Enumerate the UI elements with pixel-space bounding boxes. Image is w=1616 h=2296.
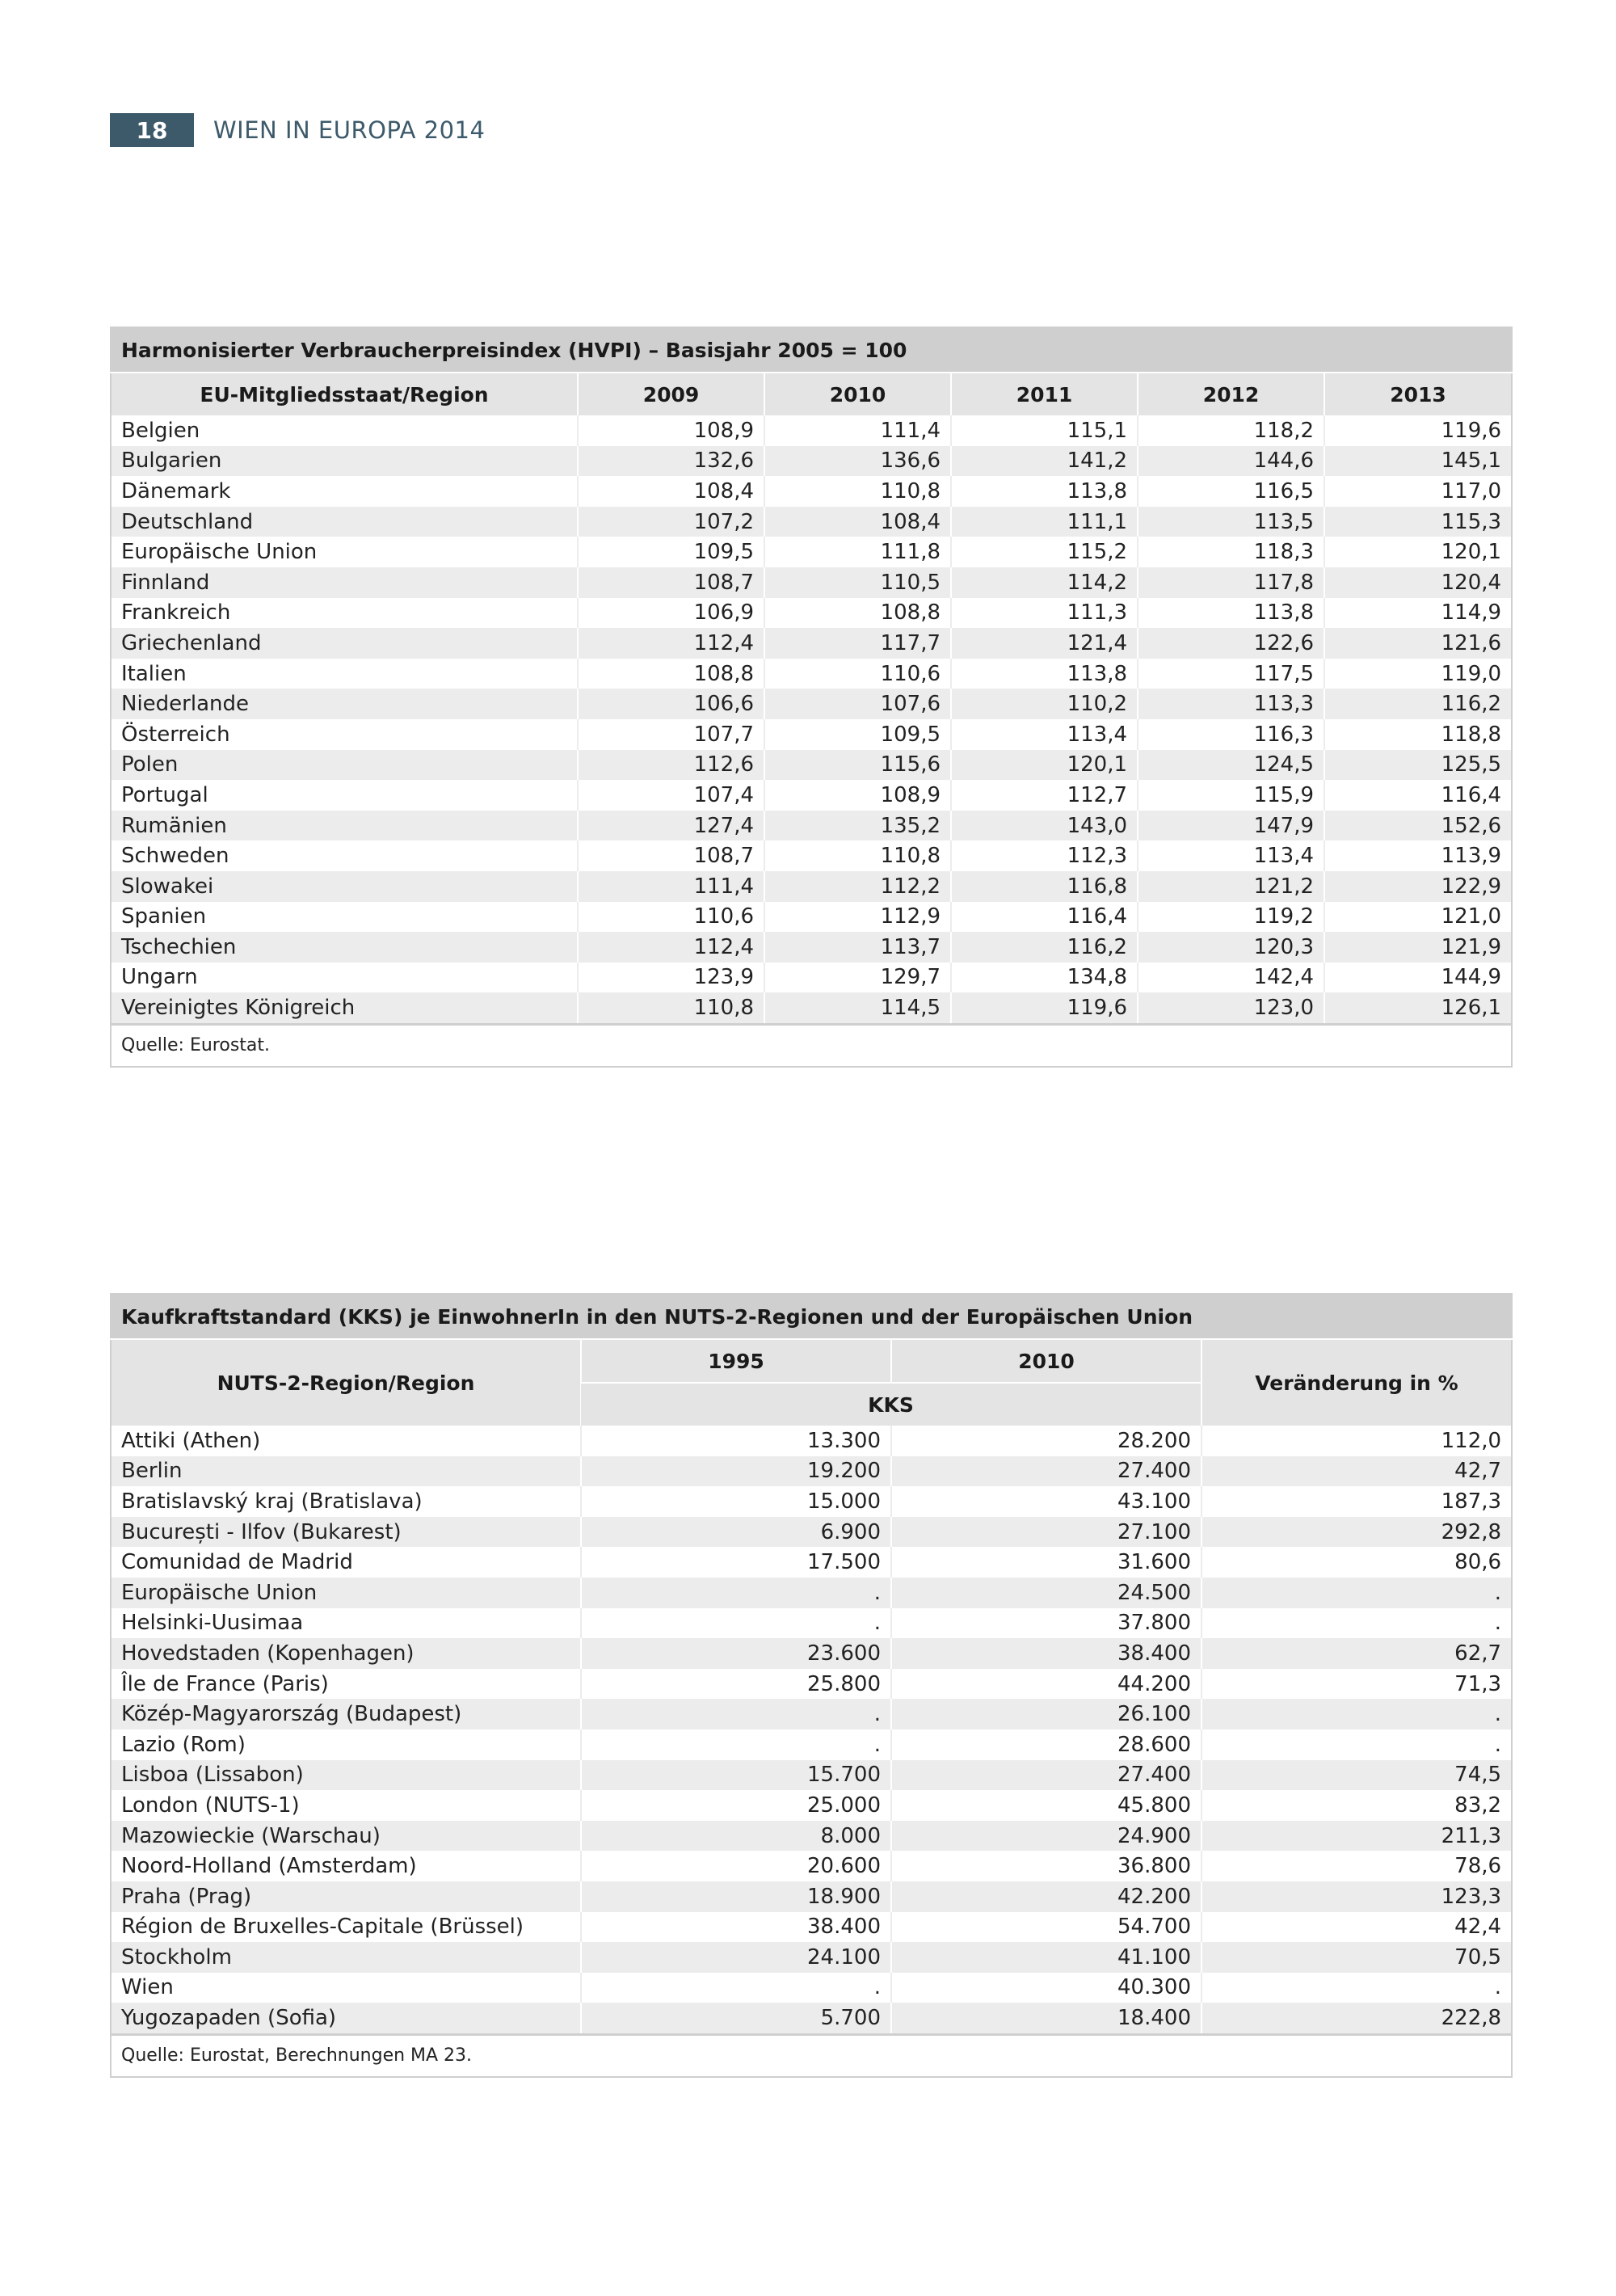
table-cell: 113,7 bbox=[764, 932, 951, 963]
table-cell: 108,8 bbox=[578, 659, 764, 689]
table-cell: 13.300 bbox=[581, 1426, 891, 1456]
table-cell: 119,2 bbox=[1138, 902, 1324, 933]
table-row bbox=[111, 1881, 1512, 1912]
table-cell: 110,2 bbox=[951, 689, 1138, 719]
row-label: București - Ilfov (Bukarest) bbox=[111, 1517, 581, 1548]
table-row bbox=[111, 446, 1512, 477]
table-cell: 37.800 bbox=[891, 1608, 1201, 1639]
table-cell: 119,6 bbox=[951, 992, 1138, 1024]
kks-header-row bbox=[111, 1339, 1512, 1383]
table-cell: 117,8 bbox=[1138, 567, 1324, 598]
table-row bbox=[111, 1821, 1512, 1852]
table-cell: 127,4 bbox=[578, 811, 764, 841]
table-cell: 112,4 bbox=[578, 628, 764, 659]
table-cell: 112,0 bbox=[1201, 1426, 1512, 1456]
row-label: Portugal bbox=[111, 780, 578, 811]
table-cell: 107,2 bbox=[578, 507, 764, 537]
table-cell: 43.100 bbox=[891, 1486, 1201, 1517]
table-cell: 62,7 bbox=[1201, 1638, 1512, 1669]
table-cell: . bbox=[1201, 1729, 1512, 1760]
table-row bbox=[111, 537, 1512, 567]
table-cell: 15.000 bbox=[581, 1486, 891, 1517]
table-cell: . bbox=[1201, 1973, 1512, 2003]
table-cell: 125,5 bbox=[1324, 750, 1512, 781]
table-cell: 118,2 bbox=[1138, 415, 1324, 446]
row-label: Niederlande bbox=[111, 689, 578, 719]
table-cell: 117,5 bbox=[1138, 659, 1324, 689]
table-cell: 106,6 bbox=[578, 689, 764, 719]
column-header-region: NUTS-2-Region/Region bbox=[111, 1339, 581, 1426]
table-cell: 116,2 bbox=[951, 932, 1138, 963]
table-row bbox=[111, 719, 1512, 750]
kks-caption: Kaufkraftstandard (KKS) je EinwohnerIn in den NUTS-2-Regionen und der Europäischen Union bbox=[111, 1294, 1512, 1339]
row-label: Hovedstaden (Kopenhagen) bbox=[111, 1638, 581, 1669]
row-label: London (NUTS-1) bbox=[111, 1790, 581, 1821]
column-header: 2009 bbox=[578, 373, 764, 415]
table-row bbox=[111, 811, 1512, 841]
table-cell: 120,3 bbox=[1138, 932, 1324, 963]
kks-source: Quelle: Eurostat, Berechnungen MA 23. bbox=[111, 2034, 1512, 2077]
table-cell: 121,0 bbox=[1324, 902, 1512, 933]
table-cell: 112,2 bbox=[764, 871, 951, 902]
table-cell: 113,8 bbox=[1138, 598, 1324, 629]
table-cell: 116,5 bbox=[1138, 476, 1324, 507]
table-cell: 27.400 bbox=[891, 1456, 1201, 1487]
table-cell: 118,3 bbox=[1138, 537, 1324, 567]
table-cell: . bbox=[1201, 1699, 1512, 1729]
table-cell: 108,9 bbox=[764, 780, 951, 811]
table-cell: 41.100 bbox=[891, 1942, 1201, 1973]
row-label: Belgien bbox=[111, 415, 578, 446]
table-cell: 113,8 bbox=[951, 659, 1138, 689]
table-cell: 122,6 bbox=[1138, 628, 1324, 659]
table-cell: . bbox=[581, 1578, 891, 1608]
table-cell: 40.300 bbox=[891, 1973, 1201, 2003]
hvpi-body bbox=[111, 415, 1512, 1024]
table-cell: 144,6 bbox=[1138, 446, 1324, 477]
row-label: Rumänien bbox=[111, 811, 578, 841]
table-cell: 109,5 bbox=[764, 719, 951, 750]
table-row bbox=[111, 689, 1512, 719]
table-cell: 15.700 bbox=[581, 1760, 891, 1791]
row-label: Griechenland bbox=[111, 628, 578, 659]
table-cell: 19.200 bbox=[581, 1456, 891, 1487]
table-cell: 23.600 bbox=[581, 1638, 891, 1669]
table-cell: 110,6 bbox=[764, 659, 951, 689]
table-cell: 108,7 bbox=[578, 567, 764, 598]
table-row bbox=[111, 1942, 1512, 1973]
table-cell: . bbox=[581, 1973, 891, 2003]
table-row bbox=[111, 1973, 1512, 2003]
row-label: Közép-Magyarország (Budapest) bbox=[111, 1699, 581, 1729]
table-cell: 83,2 bbox=[1201, 1790, 1512, 1821]
table-row bbox=[111, 628, 1512, 659]
table-cell: 113,3 bbox=[1138, 689, 1324, 719]
row-label: Deutschland bbox=[111, 507, 578, 537]
table-cell: . bbox=[581, 1729, 891, 1760]
table-cell: 71,3 bbox=[1201, 1669, 1512, 1700]
table-cell: 117,7 bbox=[764, 628, 951, 659]
table-cell: 132,6 bbox=[578, 446, 764, 477]
table-cell: 5.700 bbox=[581, 2003, 891, 2034]
table-cell: 24.100 bbox=[581, 1942, 891, 1973]
table-cell: 18.900 bbox=[581, 1881, 891, 1912]
kks-body bbox=[111, 1426, 1512, 2034]
table-row bbox=[111, 1912, 1512, 1943]
table-cell: 187,3 bbox=[1201, 1486, 1512, 1517]
table-cell: 112,7 bbox=[951, 780, 1138, 811]
page-number: 18 bbox=[110, 113, 194, 147]
table-cell: 136,6 bbox=[764, 446, 951, 477]
table-cell: 38.400 bbox=[581, 1912, 891, 1943]
table-cell: 121,9 bbox=[1324, 932, 1512, 963]
table-cell: 115,1 bbox=[951, 415, 1138, 446]
table-row bbox=[111, 840, 1512, 871]
table-cell: 110,5 bbox=[764, 567, 951, 598]
table-row bbox=[111, 567, 1512, 598]
page-header bbox=[110, 113, 485, 147]
row-label: Bulgarien bbox=[111, 446, 578, 477]
table-row bbox=[111, 780, 1512, 811]
table-cell: 126,1 bbox=[1324, 992, 1512, 1024]
page-running-title: WIEN IN EUROPA 2014 bbox=[213, 116, 486, 144]
table-cell: 78,6 bbox=[1201, 1851, 1512, 1881]
column-header-2010: 2010 bbox=[891, 1339, 1201, 1383]
table-cell: 116,3 bbox=[1138, 719, 1324, 750]
table-cell: 111,4 bbox=[764, 415, 951, 446]
row-label: Polen bbox=[111, 750, 578, 781]
table-row bbox=[111, 1638, 1512, 1669]
table-cell: 119,6 bbox=[1324, 415, 1512, 446]
table-row bbox=[111, 476, 1512, 507]
table-row bbox=[111, 1547, 1512, 1578]
table-row bbox=[111, 1760, 1512, 1791]
table-cell: 292,8 bbox=[1201, 1517, 1512, 1548]
table-cell: 108,8 bbox=[764, 598, 951, 629]
table-cell: 114,9 bbox=[1324, 598, 1512, 629]
hvpi-source: Quelle: Eurostat. bbox=[111, 1024, 1512, 1067]
row-label: Tschechien bbox=[111, 932, 578, 963]
table-cell: 110,8 bbox=[578, 992, 764, 1024]
table-cell: 20.600 bbox=[581, 1851, 891, 1881]
table-cell: 116,2 bbox=[1324, 689, 1512, 719]
table-cell: 113,4 bbox=[951, 719, 1138, 750]
table-row bbox=[111, 1729, 1512, 1760]
table-cell: 70,5 bbox=[1201, 1942, 1512, 1973]
table-cell: . bbox=[581, 1608, 891, 1639]
row-label: Slowakei bbox=[111, 871, 578, 902]
table-cell: 129,7 bbox=[764, 963, 951, 993]
table-cell: 111,3 bbox=[951, 598, 1138, 629]
table-row bbox=[111, 1486, 1512, 1517]
table-cell: 107,4 bbox=[578, 780, 764, 811]
table-cell: 107,6 bbox=[764, 689, 951, 719]
table-cell: 113,9 bbox=[1324, 840, 1512, 871]
table-cell: 31.600 bbox=[891, 1547, 1201, 1578]
table-cell: 111,8 bbox=[764, 537, 951, 567]
table-cell: 141,2 bbox=[951, 446, 1138, 477]
table-cell: 115,9 bbox=[1138, 780, 1324, 811]
table-cell: 135,2 bbox=[764, 811, 951, 841]
table-cell: 222,8 bbox=[1201, 2003, 1512, 2034]
table-cell: 120,1 bbox=[951, 750, 1138, 781]
table-cell: . bbox=[581, 1699, 891, 1729]
table-cell: . bbox=[1201, 1608, 1512, 1639]
table-row bbox=[111, 1608, 1512, 1639]
table-row bbox=[111, 415, 1512, 446]
table-cell: 106,9 bbox=[578, 598, 764, 629]
table-cell: 122,9 bbox=[1324, 871, 1512, 902]
table-cell: 211,3 bbox=[1201, 1821, 1512, 1852]
row-label: Bratislavský kraj (Bratislava) bbox=[111, 1486, 581, 1517]
table-cell: 121,4 bbox=[951, 628, 1138, 659]
table-cell: 112,6 bbox=[578, 750, 764, 781]
table-cell: 115,3 bbox=[1324, 507, 1512, 537]
table-cell: 24.500 bbox=[891, 1578, 1201, 1608]
row-label: Europäische Union bbox=[111, 1578, 581, 1608]
table-cell: 119,0 bbox=[1324, 659, 1512, 689]
row-label: Helsinki-Uusimaa bbox=[111, 1608, 581, 1639]
table-cell: 147,9 bbox=[1138, 811, 1324, 841]
column-header: 2013 bbox=[1324, 373, 1512, 415]
table-cell: 113,4 bbox=[1138, 840, 1324, 871]
table-cell: 117,0 bbox=[1324, 476, 1512, 507]
table-cell: 45.800 bbox=[891, 1790, 1201, 1821]
table-cell: 111,4 bbox=[578, 871, 764, 902]
table-cell: 28.200 bbox=[891, 1426, 1201, 1456]
row-label: Mazowieckie (Warschau) bbox=[111, 1821, 581, 1852]
table-cell: 27.400 bbox=[891, 1760, 1201, 1791]
hvpi-table bbox=[110, 326, 1513, 1068]
table-row bbox=[111, 932, 1512, 963]
row-label: Dänemark bbox=[111, 476, 578, 507]
column-header-change: Veränderung in % bbox=[1201, 1339, 1512, 1426]
row-label: Lazio (Rom) bbox=[111, 1729, 581, 1760]
row-label: Ungarn bbox=[111, 963, 578, 993]
hvpi-header-row bbox=[111, 373, 1512, 415]
table-cell: 107,7 bbox=[578, 719, 764, 750]
column-header: 2012 bbox=[1138, 373, 1324, 415]
table-cell: 115,2 bbox=[951, 537, 1138, 567]
table-cell: 54.700 bbox=[891, 1912, 1201, 1943]
table-cell: 120,1 bbox=[1324, 537, 1512, 567]
table-cell: 26.100 bbox=[891, 1699, 1201, 1729]
row-label: Île de France (Paris) bbox=[111, 1669, 581, 1700]
table-row bbox=[111, 2003, 1512, 2034]
table-cell: 18.400 bbox=[891, 2003, 1201, 2034]
table-cell: 114,2 bbox=[951, 567, 1138, 598]
table-cell: 116,4 bbox=[951, 902, 1138, 933]
column-header-1995: 1995 bbox=[581, 1339, 891, 1383]
table-cell: 28.600 bbox=[891, 1729, 1201, 1760]
table-cell: 42,7 bbox=[1201, 1456, 1512, 1487]
table-cell: 74,5 bbox=[1201, 1760, 1512, 1791]
table-cell: 112,9 bbox=[764, 902, 951, 933]
table-cell: 114,5 bbox=[764, 992, 951, 1024]
table-cell: 80,6 bbox=[1201, 1547, 1512, 1578]
row-label: Wien bbox=[111, 1973, 581, 2003]
table-cell: 17.500 bbox=[581, 1547, 891, 1578]
table-row bbox=[111, 1578, 1512, 1608]
row-label: Spanien bbox=[111, 902, 578, 933]
row-label: Noord-Holland (Amsterdam) bbox=[111, 1851, 581, 1881]
table-cell: 113,8 bbox=[951, 476, 1138, 507]
table-cell: 109,5 bbox=[578, 537, 764, 567]
table-cell: 6.900 bbox=[581, 1517, 891, 1548]
row-label: Italien bbox=[111, 659, 578, 689]
hvpi-caption: Harmonisierter Verbraucherpreisindex (HVPI) – Basisjahr 2005 = 100 bbox=[111, 327, 1512, 373]
table-cell: 118,8 bbox=[1324, 719, 1512, 750]
table-cell: 112,4 bbox=[578, 932, 764, 963]
table-cell: 25.800 bbox=[581, 1669, 891, 1700]
table-cell: 113,5 bbox=[1138, 507, 1324, 537]
table-row bbox=[111, 1456, 1512, 1487]
table-row bbox=[111, 1426, 1512, 1456]
table-cell: . bbox=[1201, 1578, 1512, 1608]
table-row bbox=[111, 1790, 1512, 1821]
table-cell: 108,4 bbox=[578, 476, 764, 507]
table-cell: 145,1 bbox=[1324, 446, 1512, 477]
table-cell: 24.900 bbox=[891, 1821, 1201, 1852]
table-row bbox=[111, 902, 1512, 933]
table-cell: 38.400 bbox=[891, 1638, 1201, 1669]
table-cell: 42.200 bbox=[891, 1881, 1201, 1912]
table-row bbox=[111, 1699, 1512, 1729]
table-cell: 142,4 bbox=[1138, 963, 1324, 993]
table-cell: 111,1 bbox=[951, 507, 1138, 537]
table-cell: 134,8 bbox=[951, 963, 1138, 993]
row-label: Praha (Prag) bbox=[111, 1881, 581, 1912]
column-header: 2011 bbox=[951, 373, 1138, 415]
table-row bbox=[111, 963, 1512, 993]
table-cell: 42,4 bbox=[1201, 1912, 1512, 1943]
row-label: Lisboa (Lissabon) bbox=[111, 1760, 581, 1791]
column-header: EU-Mitgliedsstaat/Region bbox=[111, 373, 578, 415]
table-row bbox=[111, 992, 1512, 1024]
row-label: Comunidad de Madrid bbox=[111, 1547, 581, 1578]
row-label: Österreich bbox=[111, 719, 578, 750]
table-cell: 44.200 bbox=[891, 1669, 1201, 1700]
row-label: Yugozapaden (Sofia) bbox=[111, 2003, 581, 2034]
table-cell: 27.100 bbox=[891, 1517, 1201, 1548]
row-label: Région de Bruxelles-Capitale (Brüssel) bbox=[111, 1912, 581, 1943]
row-label: Vereinigtes Königreich bbox=[111, 992, 578, 1024]
table-row bbox=[111, 1517, 1512, 1548]
table-cell: 108,9 bbox=[578, 415, 764, 446]
table-cell: 110,8 bbox=[764, 476, 951, 507]
column-header: 2010 bbox=[764, 373, 951, 415]
table-cell: 108,4 bbox=[764, 507, 951, 537]
table-row bbox=[111, 1669, 1512, 1700]
table-cell: 144,9 bbox=[1324, 963, 1512, 993]
table-row bbox=[111, 507, 1512, 537]
table-cell: 120,4 bbox=[1324, 567, 1512, 598]
table-cell: 123,0 bbox=[1138, 992, 1324, 1024]
table-cell: 116,8 bbox=[951, 871, 1138, 902]
table-cell: 121,2 bbox=[1138, 871, 1324, 902]
table-cell: 25.000 bbox=[581, 1790, 891, 1821]
table-cell: 36.800 bbox=[891, 1851, 1201, 1881]
row-label: Frankreich bbox=[111, 598, 578, 629]
table-cell: 108,7 bbox=[578, 840, 764, 871]
table-cell: 110,8 bbox=[764, 840, 951, 871]
table-row bbox=[111, 659, 1512, 689]
row-label: Schweden bbox=[111, 840, 578, 871]
table-cell: 123,9 bbox=[578, 963, 764, 993]
table-cell: 124,5 bbox=[1138, 750, 1324, 781]
table-row bbox=[111, 1851, 1512, 1881]
table-row bbox=[111, 598, 1512, 629]
unit-header: KKS bbox=[581, 1383, 1201, 1426]
kks-table bbox=[110, 1293, 1513, 2078]
table-cell: 115,6 bbox=[764, 750, 951, 781]
table-cell: 123,3 bbox=[1201, 1881, 1512, 1912]
row-label: Attiki (Athen) bbox=[111, 1426, 581, 1456]
row-label: Stockholm bbox=[111, 1942, 581, 1973]
row-label: Berlin bbox=[111, 1456, 581, 1487]
table-cell: 143,0 bbox=[951, 811, 1138, 841]
table-cell: 152,6 bbox=[1324, 811, 1512, 841]
table-cell: 116,4 bbox=[1324, 780, 1512, 811]
table-row bbox=[111, 871, 1512, 902]
table-cell: 112,3 bbox=[951, 840, 1138, 871]
table-cell: 121,6 bbox=[1324, 628, 1512, 659]
row-label: Finnland bbox=[111, 567, 578, 598]
table-cell: 110,6 bbox=[578, 902, 764, 933]
table-cell: 8.000 bbox=[581, 1821, 891, 1852]
row-label: Europäische Union bbox=[111, 537, 578, 567]
table-row bbox=[111, 750, 1512, 781]
